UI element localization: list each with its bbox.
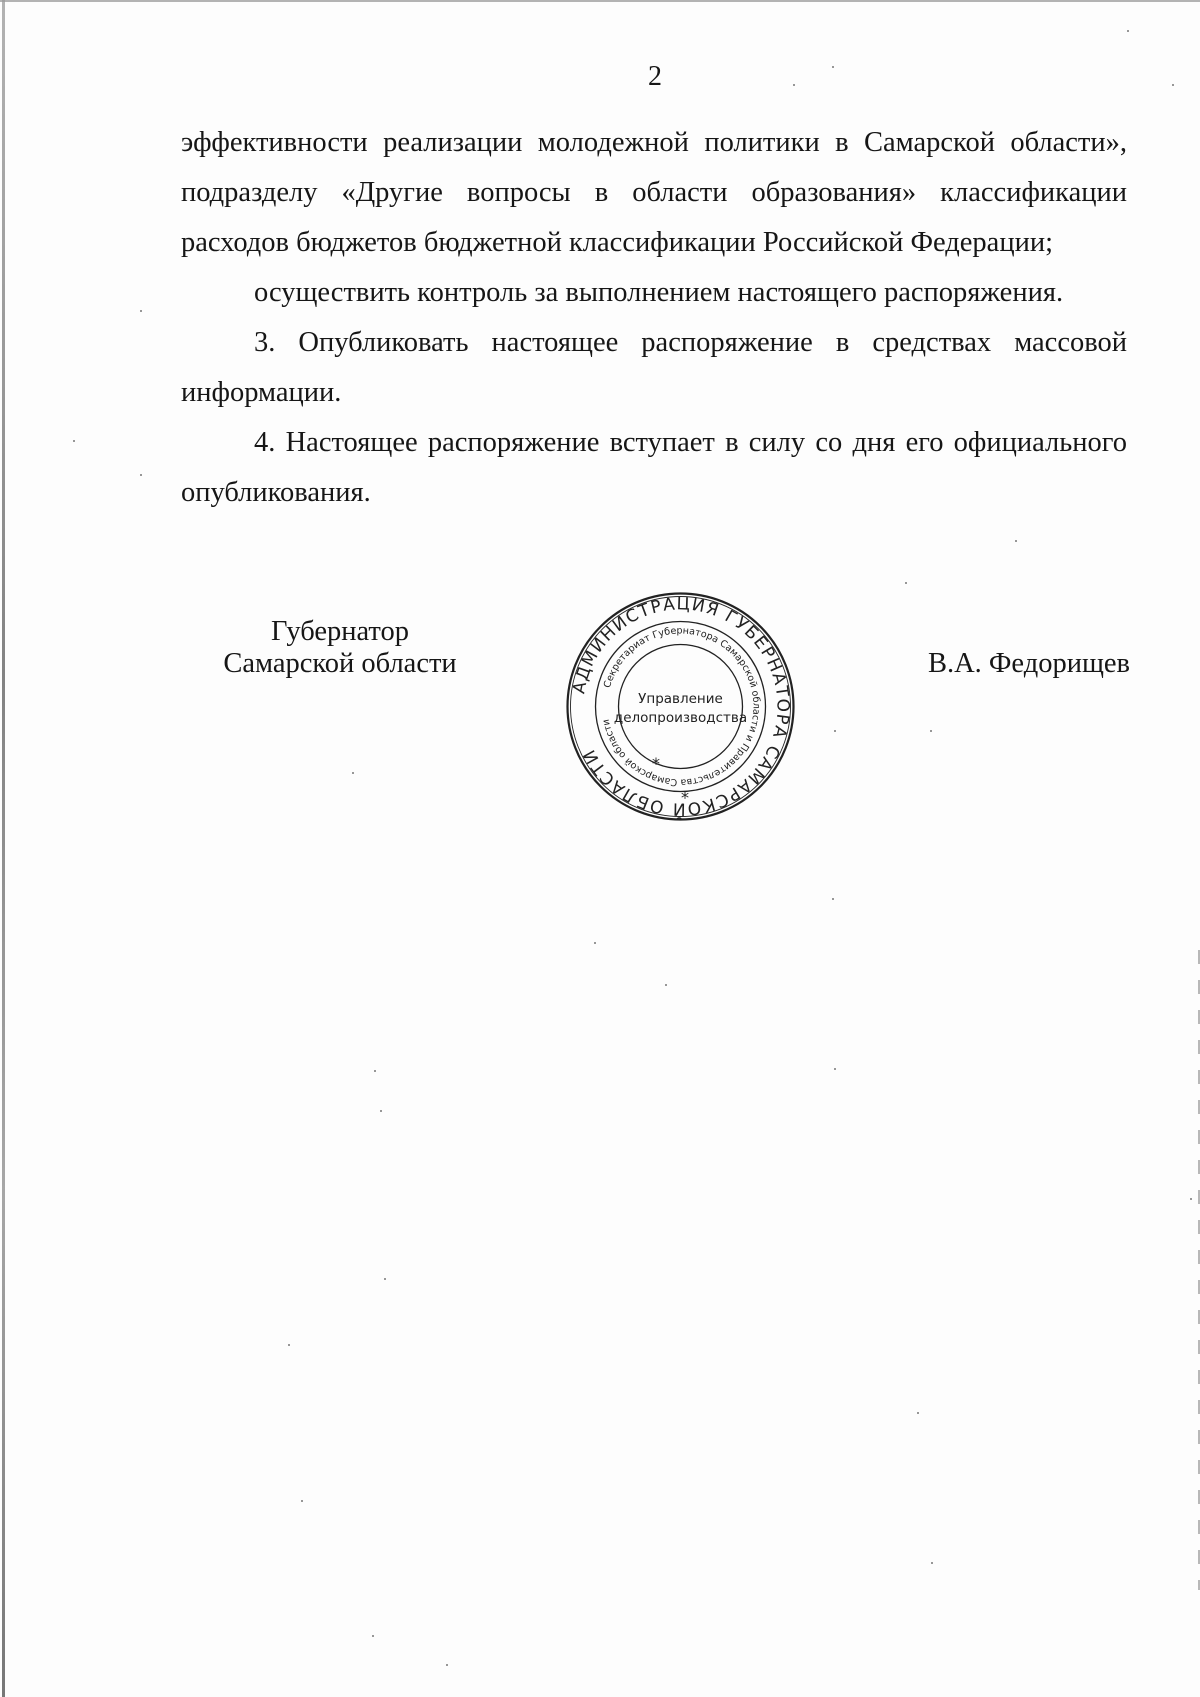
- paragraph-line: осуществить контроль за выполнением настоящего распоряжения.: [254, 277, 1064, 308]
- scan-speck: [1127, 30, 1129, 32]
- scan-speck: [380, 1110, 382, 1112]
- signatory-name: В.А. Федорищев: [927, 648, 1130, 679]
- scan-speck: [905, 582, 907, 584]
- scan-speck: [140, 474, 142, 476]
- scan-speck: [140, 310, 142, 312]
- paragraph-line: эффективности реализации молодежной политики в Самарской области»,: [181, 127, 1127, 158]
- scan-speck: [931, 1562, 933, 1564]
- signatory-position-line: Самарской области: [223, 648, 457, 679]
- scan-speck: [917, 1412, 919, 1414]
- seal-center-line: Управление: [638, 691, 723, 707]
- scan-speck: [665, 984, 667, 986]
- signatory-position: [200, 616, 480, 680]
- paragraph-line: подразделу «Другие вопросы в области образования» классификации: [181, 177, 1127, 208]
- page-number: 2: [648, 61, 662, 92]
- signatory-position-line: Губернатор: [270, 616, 410, 647]
- scan-speck: [374, 1070, 376, 1072]
- official-seal: [565, 591, 796, 822]
- paragraph-line: 3. Опубликовать настоящее распоряжение в средствах массовой: [254, 327, 1127, 358]
- scan-speck: [446, 1664, 448, 1666]
- document-body: [181, 118, 1127, 518]
- paragraph-line: информации.: [181, 377, 342, 408]
- scan-speck: [352, 772, 354, 774]
- scan-speck: [834, 730, 836, 732]
- scan-top-edge: [0, 0, 1200, 2]
- scan-speck: [288, 1344, 290, 1346]
- paragraph-line: опубликования.: [181, 477, 371, 508]
- seal-inner-text: Секретариат Губернатора Самарской области и Правительства Самарской области: [600, 625, 762, 788]
- paragraph-line: расходов бюджетов бюджетной классификации Российской Федерации;: [181, 227, 1053, 258]
- scan-speck: [384, 1278, 386, 1280]
- scan-speck: [834, 1068, 836, 1070]
- seal-star: *: [652, 754, 660, 773]
- paragraph-line: 4. Настоящее распоряжение вступает в силу со дня его официального: [254, 427, 1127, 458]
- seal-center-line: делопроизводства: [613, 710, 748, 726]
- scan-left-edge: [2, 0, 5, 1697]
- scan-speck: [1015, 540, 1017, 542]
- scan-speck: [372, 1635, 374, 1637]
- scan-speck: [1190, 1198, 1192, 1200]
- seal-graphic: [565, 591, 796, 822]
- seal-star: *: [681, 788, 689, 807]
- scan-speck: [73, 440, 75, 442]
- seal-outer-text: АДМИНИСТРАЦИЯ ГУБЕРНАТОРА САМАРСКОЙ ОБЛАСТИ: [569, 594, 793, 819]
- scan-speck: [301, 1500, 303, 1502]
- scan-speck: [930, 730, 932, 732]
- scan-speck: [832, 898, 834, 900]
- scan-speck: [594, 942, 596, 944]
